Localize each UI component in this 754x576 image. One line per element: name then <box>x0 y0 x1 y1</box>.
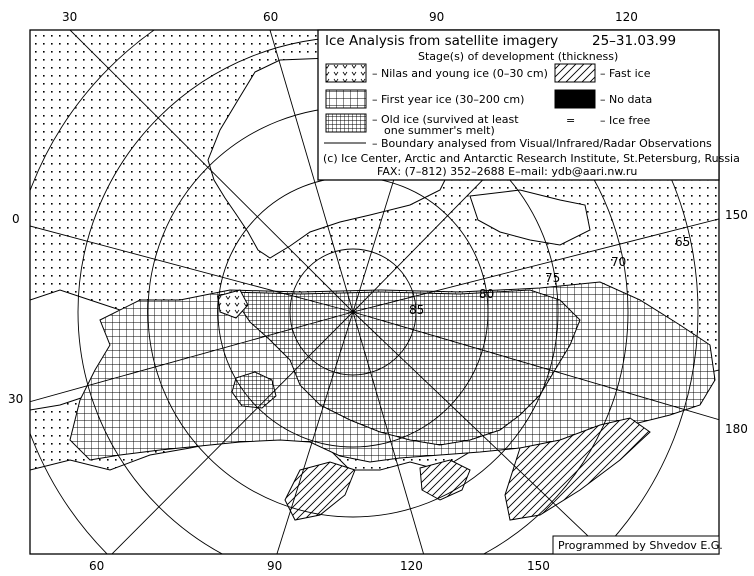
legend-label-old-ice-line1: – Old ice (survived at least <box>372 113 519 126</box>
lon-label-bottom-150: 150 <box>527 559 550 573</box>
legend-swatch-first-year <box>326 90 366 108</box>
lon-label-top-60: 60 <box>263 10 279 24</box>
lon-label-top-30: 30 <box>62 10 78 24</box>
lat-label-75: 75 <box>545 271 561 285</box>
lat-label-70: 70 <box>611 255 627 269</box>
legend-contact: FAX: (7–812) 352–2688 E–mail: ydb@aari.nw.ru <box>377 165 638 178</box>
lon-label-bottom-60: 60 <box>89 559 105 573</box>
lon-label-top-120: 120 <box>615 10 638 24</box>
legend-label-nilas: – Nilas and young ice (0–30 cm) <box>372 67 548 80</box>
lon-label-right-150: 150 <box>725 208 748 222</box>
lon-label-bottom-120: 120 <box>400 559 423 573</box>
legend-label-old-ice-line2: one summer's melt) <box>384 124 495 137</box>
legend-label-first-year: – First year ice (30–200 cm) <box>372 93 525 106</box>
lon-label-bottom-90: 90 <box>267 559 283 573</box>
programmer-credit-box <box>553 536 723 554</box>
legend-swatch-nilas <box>326 64 366 82</box>
lon-label-left-30: 30 <box>8 392 24 406</box>
lon-label-left-0: 0 <box>12 212 20 226</box>
legend-credit: (c) Ice Center, Arctic and Antarctic Research Institute, St.Petersburg, Russia <box>323 152 740 165</box>
legend-swatch-no-data <box>555 90 595 108</box>
legend-title: Ice Analysis from satellite imagery <box>325 33 559 49</box>
legend-subtitle: Stage(s) of development (thickness) <box>418 50 619 63</box>
legend-swatch-fast-ice <box>555 64 595 82</box>
programmer-credit: Programmed by Shvedov E.G. <box>558 539 723 552</box>
lat-label-80: 80 <box>479 287 495 301</box>
legend-label-fast-ice: – Fast ice <box>600 67 651 80</box>
lon-label-right-180: 180 <box>725 422 748 436</box>
legend-swatch-ice-free: = <box>566 114 576 127</box>
lat-label-65: 65 <box>675 235 691 249</box>
lat-label-85: 85 <box>409 303 425 317</box>
legend-label-no-data: – No data <box>600 93 653 106</box>
legend-swatch-old-ice <box>326 114 366 132</box>
legend-date: 25–31.03.99 <box>592 33 677 49</box>
legend-label-boundary: – Boundary analysed from Visual/Infrared/Radar Observations <box>372 137 712 150</box>
legend-label-ice-free: – Ice free <box>600 114 651 127</box>
lon-label-top-90: 90 <box>429 10 445 24</box>
legend <box>318 30 740 180</box>
